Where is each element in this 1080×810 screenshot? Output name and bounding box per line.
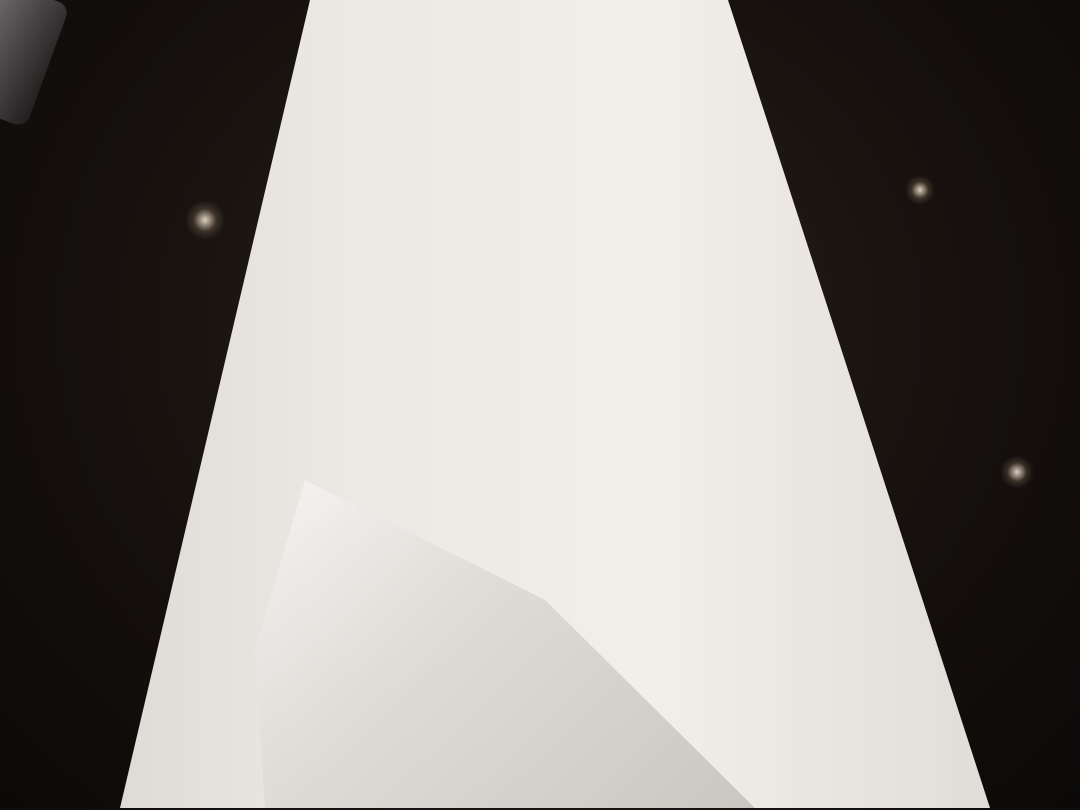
light-reflection <box>185 200 225 240</box>
light-reflection <box>1000 455 1034 489</box>
light-reflection <box>905 175 935 205</box>
glass-edge <box>0 0 70 128</box>
